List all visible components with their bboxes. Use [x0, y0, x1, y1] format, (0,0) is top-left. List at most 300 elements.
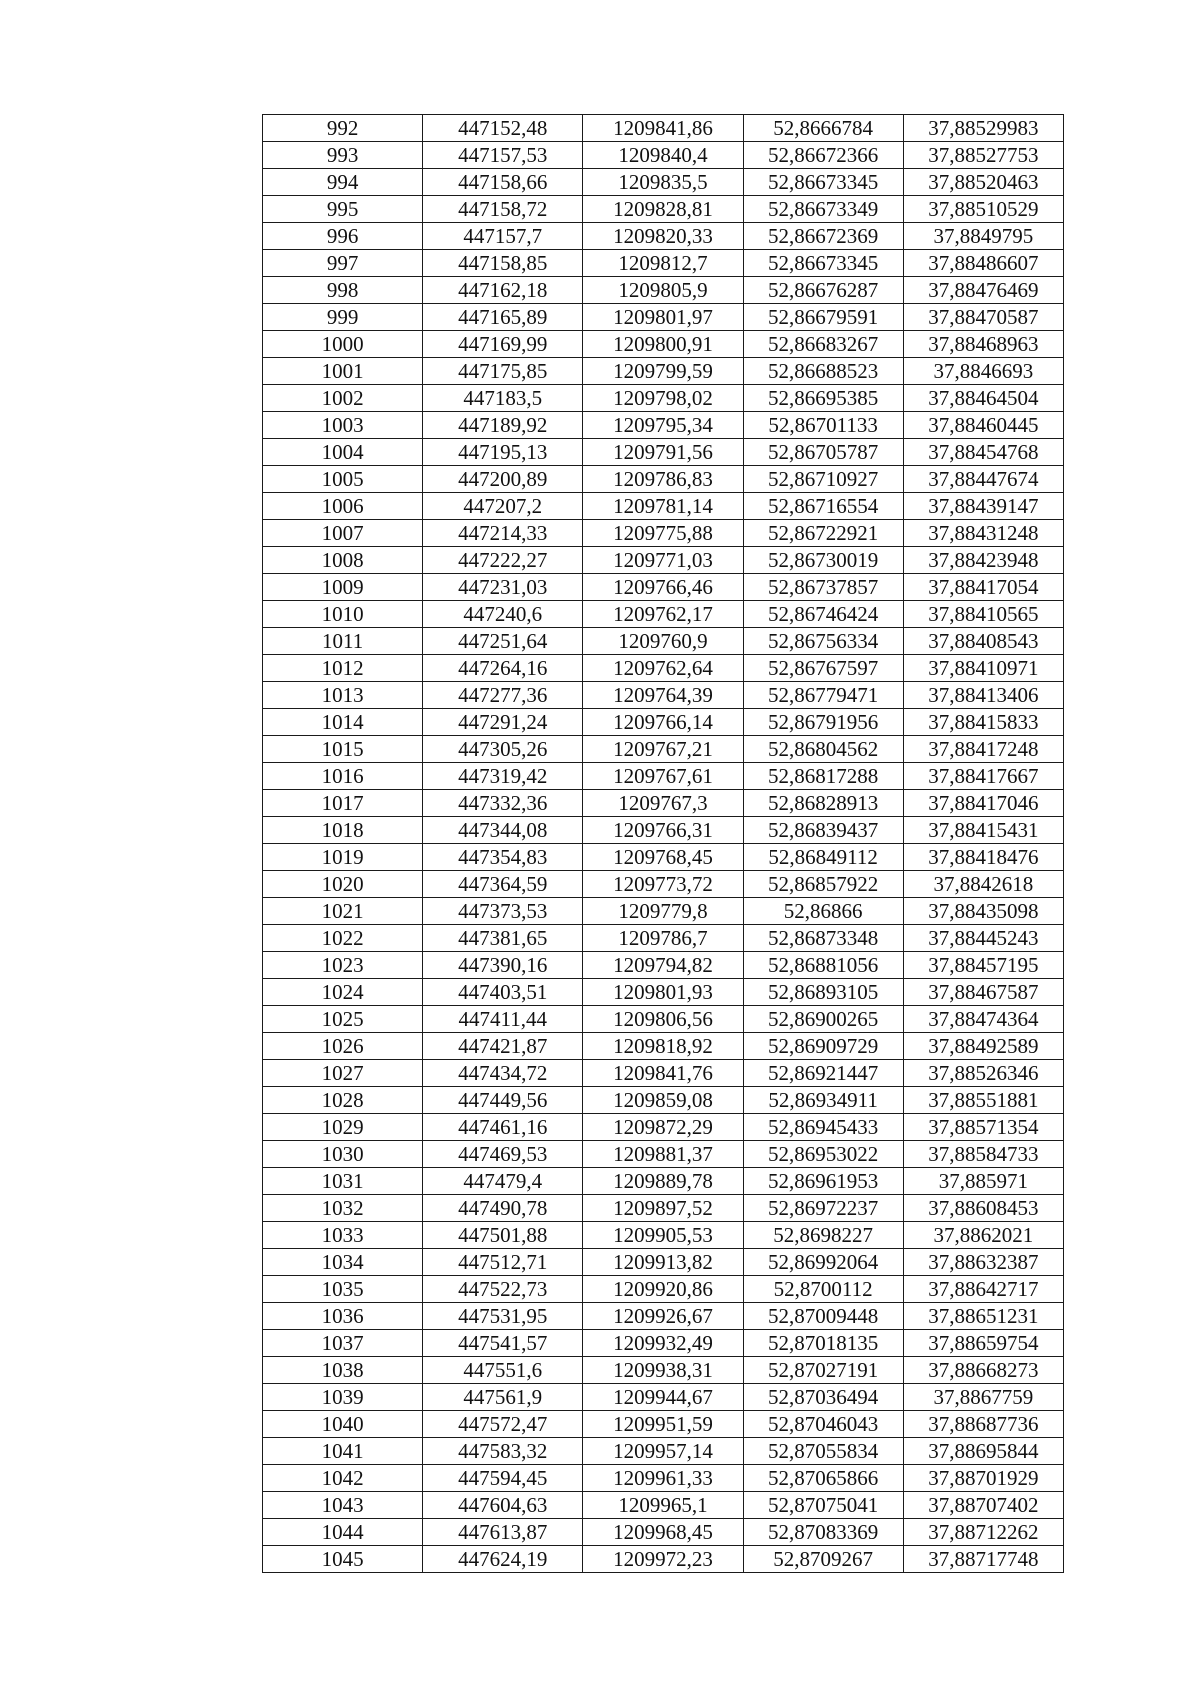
table-cell-col-3: 1209795,34	[583, 412, 743, 439]
table-cell-col-1: 995	[263, 196, 423, 223]
table-cell-col-1: 1013	[263, 682, 423, 709]
table-cell-col-1: 1030	[263, 1141, 423, 1168]
table-cell-col-3: 1209760,9	[583, 628, 743, 655]
table-cell-col-5: 37,88707402	[903, 1492, 1063, 1519]
table-row	[263, 1114, 1064, 1141]
table-cell-col-1: 1022	[263, 925, 423, 952]
table-cell-col-5: 37,88415833	[903, 709, 1063, 736]
table-cell-col-1: 1032	[263, 1195, 423, 1222]
table-cell-col-3: 1209801,93	[583, 979, 743, 1006]
table-cell-col-3: 1209841,86	[583, 115, 743, 142]
table-cell-col-2: 447434,72	[423, 1060, 583, 1087]
table-row	[263, 979, 1064, 1006]
table-cell-col-4: 52,86934911	[743, 1087, 903, 1114]
table-cell-col-3: 1209786,83	[583, 466, 743, 493]
table-cell-col-2: 447411,44	[423, 1006, 583, 1033]
table-cell-col-2: 447169,99	[423, 331, 583, 358]
table-row	[263, 520, 1064, 547]
table-cell-col-1: 1009	[263, 574, 423, 601]
table-cell-col-5: 37,88474364	[903, 1006, 1063, 1033]
table-cell-col-3: 1209818,92	[583, 1033, 743, 1060]
table-cell-col-1: 994	[263, 169, 423, 196]
table-cell-col-1: 992	[263, 115, 423, 142]
table-cell-col-1: 1037	[263, 1330, 423, 1357]
table-row	[263, 196, 1064, 223]
table-cell-col-3: 1209762,64	[583, 655, 743, 682]
table-row	[263, 115, 1064, 142]
table-cell-col-2: 447390,16	[423, 952, 583, 979]
table-cell-col-4: 52,86839437	[743, 817, 903, 844]
table-cell-col-3: 1209951,59	[583, 1411, 743, 1438]
table-cell-col-4: 52,86695385	[743, 385, 903, 412]
table-cell-col-5: 37,88417046	[903, 790, 1063, 817]
table-cell-col-4: 52,86900265	[743, 1006, 903, 1033]
table-row	[263, 1141, 1064, 1168]
table-cell-col-5: 37,88529983	[903, 115, 1063, 142]
table-cell-col-1: 1003	[263, 412, 423, 439]
table-cell-col-2: 447421,87	[423, 1033, 583, 1060]
table-cell-col-2: 447158,72	[423, 196, 583, 223]
table-cell-col-1: 999	[263, 304, 423, 331]
table-row	[263, 1006, 1064, 1033]
table-cell-col-2: 447469,53	[423, 1141, 583, 1168]
table-row	[263, 1168, 1064, 1195]
table-cell-col-2: 447158,66	[423, 169, 583, 196]
table-cell-col-1: 997	[263, 250, 423, 277]
table-cell-col-4: 52,86817288	[743, 763, 903, 790]
table-cell-col-2: 447231,03	[423, 574, 583, 601]
table-cell-col-2: 447162,18	[423, 277, 583, 304]
table-cell-col-5: 37,88476469	[903, 277, 1063, 304]
table-row	[263, 1195, 1064, 1222]
table-cell-col-3: 1209913,82	[583, 1249, 743, 1276]
table-cell-col-4: 52,86866	[743, 898, 903, 925]
table-cell-col-2: 447305,26	[423, 736, 583, 763]
table-cell-col-3: 1209932,49	[583, 1330, 743, 1357]
table-cell-col-3: 1209905,53	[583, 1222, 743, 1249]
table-cell-col-1: 1007	[263, 520, 423, 547]
table-row	[263, 331, 1064, 358]
table-cell-col-2: 447572,47	[423, 1411, 583, 1438]
table-cell-col-1: 1042	[263, 1465, 423, 1492]
table-cell-col-5: 37,88415431	[903, 817, 1063, 844]
table-cell-col-4: 52,86676287	[743, 277, 903, 304]
table-cell-col-5: 37,88717748	[903, 1546, 1063, 1573]
table-cell-col-4: 52,86893105	[743, 979, 903, 1006]
table-cell-col-1: 1028	[263, 1087, 423, 1114]
table-cell-col-3: 1209779,8	[583, 898, 743, 925]
table-cell-col-4: 52,86673345	[743, 250, 903, 277]
table-cell-col-5: 37,88510529	[903, 196, 1063, 223]
table-cell-col-5: 37,8867759	[903, 1384, 1063, 1411]
table-cell-col-4: 52,86953022	[743, 1141, 903, 1168]
table-cell-col-4: 52,87055834	[743, 1438, 903, 1465]
table-cell-col-3: 1209781,14	[583, 493, 743, 520]
table-cell-col-2: 447214,33	[423, 520, 583, 547]
table-cell-col-3: 1209800,91	[583, 331, 743, 358]
table-cell-col-3: 1209972,23	[583, 1546, 743, 1573]
table-cell-col-2: 447381,65	[423, 925, 583, 952]
table-cell-col-3: 1209768,45	[583, 844, 743, 871]
table-cell-col-4: 52,86767597	[743, 655, 903, 682]
table-row	[263, 601, 1064, 628]
table-cell-col-2: 447479,4	[423, 1168, 583, 1195]
table-row	[263, 304, 1064, 331]
table-cell-col-2: 447501,88	[423, 1222, 583, 1249]
table-row	[263, 439, 1064, 466]
table-cell-col-4: 52,86672366	[743, 142, 903, 169]
table-cell-col-2: 447583,32	[423, 1438, 583, 1465]
table-cell-col-5: 37,88687736	[903, 1411, 1063, 1438]
table-row	[263, 547, 1064, 574]
table-cell-col-2: 447207,2	[423, 493, 583, 520]
table-row	[263, 682, 1064, 709]
table-cell-col-3: 1209801,97	[583, 304, 743, 331]
table-cell-col-2: 447594,45	[423, 1465, 583, 1492]
table-row	[263, 898, 1064, 925]
table-cell-col-1: 1035	[263, 1276, 423, 1303]
table-cell-col-3: 1209766,46	[583, 574, 743, 601]
table-cell-col-1: 1033	[263, 1222, 423, 1249]
table-cell-col-4: 52,8666784	[743, 115, 903, 142]
table-cell-col-4: 52,86945433	[743, 1114, 903, 1141]
table-cell-col-5: 37,88712262	[903, 1519, 1063, 1546]
table-row	[263, 1438, 1064, 1465]
table-cell-col-5: 37,88464504	[903, 385, 1063, 412]
table-row	[263, 628, 1064, 655]
table-cell-col-1: 1025	[263, 1006, 423, 1033]
table-cell-col-1: 1000	[263, 331, 423, 358]
table-cell-col-4: 52,86683267	[743, 331, 903, 358]
table-cell-col-2: 447157,53	[423, 142, 583, 169]
table-row	[263, 1060, 1064, 1087]
table-cell-col-4: 52,87036494	[743, 1384, 903, 1411]
table-cell-col-4: 52,86673345	[743, 169, 903, 196]
table-cell-col-1: 1038	[263, 1357, 423, 1384]
table-cell-col-1: 998	[263, 277, 423, 304]
table-cell-col-1: 1024	[263, 979, 423, 1006]
table-cell-col-5: 37,88520463	[903, 169, 1063, 196]
table-cell-col-4: 52,86921447	[743, 1060, 903, 1087]
table-cell-col-1: 1023	[263, 952, 423, 979]
table-cell-col-4: 52,86873348	[743, 925, 903, 952]
table-cell-col-1: 996	[263, 223, 423, 250]
table-cell-col-2: 447291,24	[423, 709, 583, 736]
table-cell-col-5: 37,88410565	[903, 601, 1063, 628]
table-row	[263, 412, 1064, 439]
table-cell-col-5: 37,88435098	[903, 898, 1063, 925]
table-cell-col-5: 37,88418476	[903, 844, 1063, 871]
table-cell-col-3: 1209840,4	[583, 142, 743, 169]
table-cell-col-5: 37,885971	[903, 1168, 1063, 1195]
table-body	[263, 115, 1064, 1573]
table-row	[263, 736, 1064, 763]
table-row	[263, 1276, 1064, 1303]
table-cell-col-4: 52,87009448	[743, 1303, 903, 1330]
table-cell-col-5: 37,88431248	[903, 520, 1063, 547]
table-cell-col-2: 447613,87	[423, 1519, 583, 1546]
table-cell-col-5: 37,88410971	[903, 655, 1063, 682]
table-cell-col-3: 1209773,72	[583, 871, 743, 898]
table-cell-col-2: 447175,85	[423, 358, 583, 385]
table-cell-col-5: 37,8862021	[903, 1222, 1063, 1249]
table-cell-col-2: 447344,08	[423, 817, 583, 844]
table-cell-col-5: 37,88668273	[903, 1357, 1063, 1384]
table-row	[263, 790, 1064, 817]
table-cell-col-1: 1011	[263, 628, 423, 655]
table-cell-col-4: 52,86737857	[743, 574, 903, 601]
table-cell-col-2: 447561,9	[423, 1384, 583, 1411]
table-cell-col-4: 52,87065866	[743, 1465, 903, 1492]
table-cell-col-4: 52,86722921	[743, 520, 903, 547]
table-cell-col-1: 1040	[263, 1411, 423, 1438]
table-cell-col-3: 1209835,5	[583, 169, 743, 196]
table-cell-col-1: 1001	[263, 358, 423, 385]
table-cell-col-1: 1010	[263, 601, 423, 628]
table-cell-col-2: 447319,42	[423, 763, 583, 790]
table-row	[263, 1087, 1064, 1114]
table-cell-col-4: 52,87027191	[743, 1357, 903, 1384]
table-cell-col-5: 37,88701929	[903, 1465, 1063, 1492]
table-cell-col-1: 1039	[263, 1384, 423, 1411]
table-cell-col-3: 1209771,03	[583, 547, 743, 574]
table-cell-col-5: 37,88486607	[903, 250, 1063, 277]
table-cell-col-5: 37,88642717	[903, 1276, 1063, 1303]
table-cell-col-3: 1209775,88	[583, 520, 743, 547]
table-row	[263, 1384, 1064, 1411]
table-row	[263, 655, 1064, 682]
table-row	[263, 1411, 1064, 1438]
table-cell-col-3: 1209812,7	[583, 250, 743, 277]
table-cell-col-2: 447165,89	[423, 304, 583, 331]
table-cell-col-1: 1041	[263, 1438, 423, 1465]
table-cell-col-3: 1209881,37	[583, 1141, 743, 1168]
table-cell-col-2: 447277,36	[423, 682, 583, 709]
table-cell-col-1: 1002	[263, 385, 423, 412]
table-row	[263, 250, 1064, 277]
table-cell-col-1: 1012	[263, 655, 423, 682]
table-cell-col-4: 52,86672369	[743, 223, 903, 250]
table-cell-col-4: 52,86716554	[743, 493, 903, 520]
table-cell-col-2: 447522,73	[423, 1276, 583, 1303]
table-cell-col-3: 1209872,29	[583, 1114, 743, 1141]
table-row	[263, 1222, 1064, 1249]
table-cell-col-4: 52,87046043	[743, 1411, 903, 1438]
table-cell-col-1: 1036	[263, 1303, 423, 1330]
table-cell-col-3: 1209859,08	[583, 1087, 743, 1114]
table-cell-col-4: 52,86730019	[743, 547, 903, 574]
table-cell-col-5: 37,88492589	[903, 1033, 1063, 1060]
table-cell-col-2: 447531,95	[423, 1303, 583, 1330]
table-cell-col-3: 1209762,17	[583, 601, 743, 628]
table-cell-col-1: 993	[263, 142, 423, 169]
table-cell-col-4: 52,86705787	[743, 439, 903, 466]
table-cell-col-3: 1209798,02	[583, 385, 743, 412]
table-cell-col-4: 52,86791956	[743, 709, 903, 736]
table-row	[263, 493, 1064, 520]
table-row	[263, 142, 1064, 169]
table-cell-col-5: 37,88551881	[903, 1087, 1063, 1114]
table-cell-col-5: 37,8849795	[903, 223, 1063, 250]
table-cell-col-2: 447195,13	[423, 439, 583, 466]
table-cell-col-5: 37,88413406	[903, 682, 1063, 709]
table-cell-col-4: 52,86679591	[743, 304, 903, 331]
table-cell-col-5: 37,88439147	[903, 493, 1063, 520]
table-cell-col-1: 1005	[263, 466, 423, 493]
table-cell-col-3: 1209920,86	[583, 1276, 743, 1303]
table-cell-col-2: 447551,6	[423, 1357, 583, 1384]
table-cell-col-4: 52,86701133	[743, 412, 903, 439]
table-cell-col-2: 447490,78	[423, 1195, 583, 1222]
table-cell-col-5: 37,88526346	[903, 1060, 1063, 1087]
table-cell-col-5: 37,8846693	[903, 358, 1063, 385]
table-cell-col-2: 447541,57	[423, 1330, 583, 1357]
table-cell-col-3: 1209841,76	[583, 1060, 743, 1087]
table-cell-col-2: 447604,63	[423, 1492, 583, 1519]
table-row	[263, 466, 1064, 493]
table-cell-col-3: 1209786,7	[583, 925, 743, 952]
table-cell-col-5: 37,88447674	[903, 466, 1063, 493]
table-cell-col-4: 52,86881056	[743, 952, 903, 979]
table-cell-col-3: 1209961,33	[583, 1465, 743, 1492]
table-cell-col-3: 1209889,78	[583, 1168, 743, 1195]
table-cell-col-5: 37,88571354	[903, 1114, 1063, 1141]
table-cell-col-3: 1209794,82	[583, 952, 743, 979]
table-cell-col-1: 1034	[263, 1249, 423, 1276]
table-cell-col-4: 52,86849112	[743, 844, 903, 871]
table-cell-col-3: 1209828,81	[583, 196, 743, 223]
table-cell-col-3: 1209820,33	[583, 223, 743, 250]
table-cell-col-2: 447403,51	[423, 979, 583, 1006]
table-cell-col-3: 1209767,21	[583, 736, 743, 763]
table-cell-col-2: 447240,6	[423, 601, 583, 628]
table-cell-col-4: 52,87075041	[743, 1492, 903, 1519]
table-cell-col-4: 52,86710927	[743, 466, 903, 493]
table-row	[263, 223, 1064, 250]
table-cell-col-5: 37,88659754	[903, 1330, 1063, 1357]
table-cell-col-3: 1209806,56	[583, 1006, 743, 1033]
table-cell-col-5: 37,88632387	[903, 1249, 1063, 1276]
table-cell-col-4: 52,86857922	[743, 871, 903, 898]
table-cell-col-2: 447152,48	[423, 115, 583, 142]
table-row	[263, 1033, 1064, 1060]
table-row	[263, 763, 1064, 790]
table-cell-col-5: 37,88423948	[903, 547, 1063, 574]
table-row	[263, 169, 1064, 196]
table-cell-col-3: 1209767,3	[583, 790, 743, 817]
table-cell-col-2: 447251,64	[423, 628, 583, 655]
table-row	[263, 1330, 1064, 1357]
table-row	[263, 709, 1064, 736]
table-cell-col-4: 52,87018135	[743, 1330, 903, 1357]
table-cell-col-1: 1027	[263, 1060, 423, 1087]
table-cell-col-5: 37,88408543	[903, 628, 1063, 655]
table-cell-col-5: 37,88454768	[903, 439, 1063, 466]
table-cell-col-3: 1209766,14	[583, 709, 743, 736]
table-cell-col-4: 52,86992064	[743, 1249, 903, 1276]
table-row	[263, 277, 1064, 304]
table-cell-col-3: 1209926,67	[583, 1303, 743, 1330]
table-cell-col-3: 1209805,9	[583, 277, 743, 304]
table-cell-col-2: 447332,36	[423, 790, 583, 817]
table-row	[263, 871, 1064, 898]
table-cell-col-1: 1019	[263, 844, 423, 871]
table-cell-col-4: 52,8700112	[743, 1276, 903, 1303]
table-cell-col-4: 52,86746424	[743, 601, 903, 628]
table-row	[263, 358, 1064, 385]
table-cell-col-5: 37,88460445	[903, 412, 1063, 439]
table-cell-col-2: 447364,59	[423, 871, 583, 898]
table-cell-col-5: 37,88468963	[903, 331, 1063, 358]
table-cell-col-2: 447461,16	[423, 1114, 583, 1141]
table-cell-col-3: 1209791,56	[583, 439, 743, 466]
table-row	[263, 1492, 1064, 1519]
table-cell-col-5: 37,88417248	[903, 736, 1063, 763]
table-cell-col-4: 52,86909729	[743, 1033, 903, 1060]
table-row	[263, 925, 1064, 952]
table-cell-col-2: 447189,92	[423, 412, 583, 439]
table-cell-col-1: 1014	[263, 709, 423, 736]
table-cell-col-2: 447183,5	[423, 385, 583, 412]
table-row	[263, 574, 1064, 601]
table-cell-col-1: 1043	[263, 1492, 423, 1519]
table-cell-col-2: 447512,71	[423, 1249, 583, 1276]
table-row	[263, 1357, 1064, 1384]
table-cell-col-1: 1016	[263, 763, 423, 790]
table-cell-col-1: 1026	[263, 1033, 423, 1060]
table-row	[263, 952, 1064, 979]
table-cell-col-4: 52,86961953	[743, 1168, 903, 1195]
table-cell-col-1: 1045	[263, 1546, 423, 1573]
table-cell-col-3: 1209767,61	[583, 763, 743, 790]
table-cell-col-4: 52,8709267	[743, 1546, 903, 1573]
table-cell-col-3: 1209764,39	[583, 682, 743, 709]
table-cell-col-5: 37,88467587	[903, 979, 1063, 1006]
table-cell-col-2: 447373,53	[423, 898, 583, 925]
table-row	[263, 844, 1064, 871]
table-cell-col-2: 447624,19	[423, 1546, 583, 1573]
table-cell-col-1: 1018	[263, 817, 423, 844]
table-cell-col-1: 1004	[263, 439, 423, 466]
table-cell-col-4: 52,86688523	[743, 358, 903, 385]
table-cell-col-1: 1044	[263, 1519, 423, 1546]
table-cell-col-4: 52,86804562	[743, 736, 903, 763]
table-cell-col-2: 447158,85	[423, 250, 583, 277]
table-cell-col-2: 447157,7	[423, 223, 583, 250]
table-cell-col-1: 1031	[263, 1168, 423, 1195]
table-cell-col-5: 37,88695844	[903, 1438, 1063, 1465]
table-cell-col-3: 1209799,59	[583, 358, 743, 385]
table-cell-col-2: 447200,89	[423, 466, 583, 493]
table-cell-col-5: 37,88527753	[903, 142, 1063, 169]
table-cell-col-4: 52,87083369	[743, 1519, 903, 1546]
table-cell-col-3: 1209938,31	[583, 1357, 743, 1384]
table-row	[263, 1465, 1064, 1492]
table-cell-col-4: 52,86756334	[743, 628, 903, 655]
table-cell-col-5: 37,88457195	[903, 952, 1063, 979]
table-cell-col-5: 37,88608453	[903, 1195, 1063, 1222]
coordinates-table	[262, 114, 1064, 1573]
table-row	[263, 1249, 1064, 1276]
table-cell-col-2: 447354,83	[423, 844, 583, 871]
table-cell-col-3: 1209968,45	[583, 1519, 743, 1546]
table-cell-col-2: 447449,56	[423, 1087, 583, 1114]
table-cell-col-1: 1006	[263, 493, 423, 520]
table-cell-col-4: 52,86779471	[743, 682, 903, 709]
table-cell-col-5: 37,88417054	[903, 574, 1063, 601]
table-cell-col-5: 37,8842618	[903, 871, 1063, 898]
table-cell-col-3: 1209766,31	[583, 817, 743, 844]
